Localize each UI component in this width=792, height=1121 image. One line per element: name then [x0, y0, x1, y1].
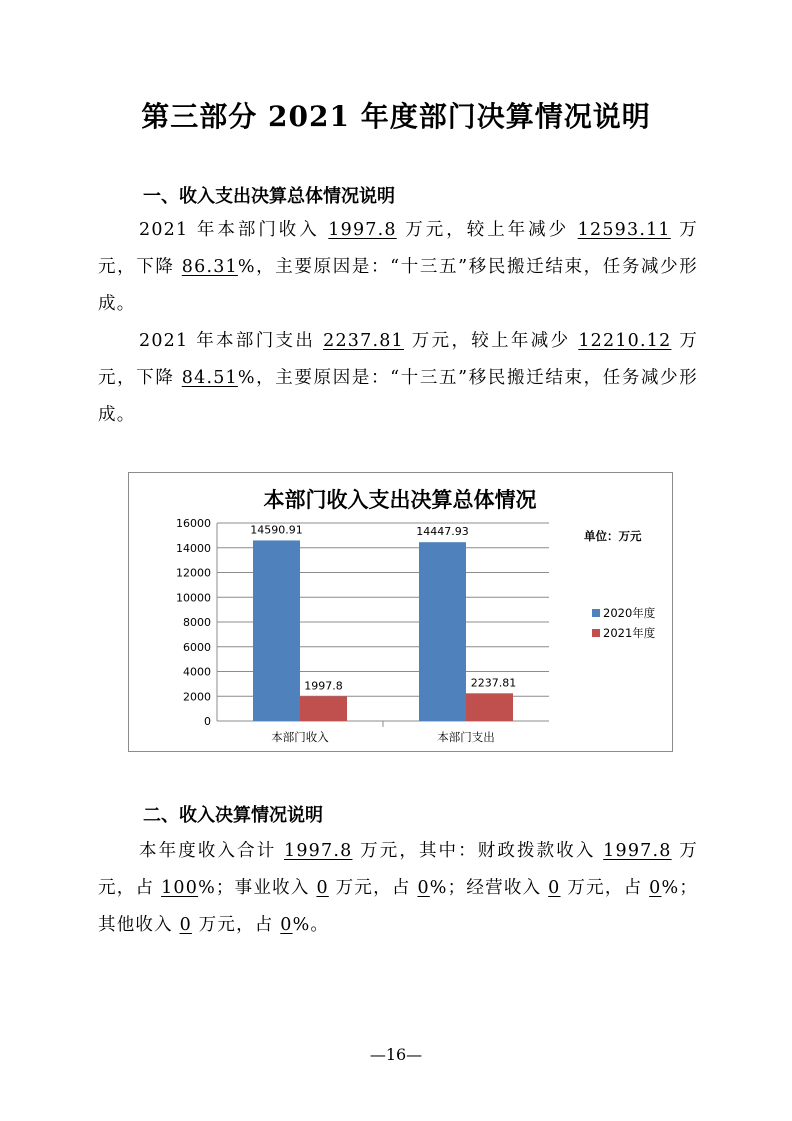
income-decrease-percent: 86.31	[181, 257, 238, 277]
bar-2021-expense	[466, 693, 513, 721]
section-2-heading: 二、收入决算情况说明	[143, 805, 323, 826]
section-2-paragraph: 本年度收入合计 1997.8 万元，其中：财政拨款收入 1997.8 万元，占 100%；事业收入 0 万元，占 0%；经营收入 0 万元，占 0%；其他收入 0 万元，占 0%。	[98, 841, 699, 935]
legend-label: 2021年度	[603, 626, 656, 640]
x-category-label: 本部门收入	[271, 730, 329, 744]
bar-data-label: 1997.8	[304, 679, 343, 693]
y-tick-label: 10000	[176, 591, 211, 605]
chart-unit-label: 单位：万元	[584, 529, 642, 543]
income-decrease-value: 12593.11	[577, 220, 671, 240]
chart-frame	[128, 472, 673, 752]
y-tick-label: 0	[204, 715, 211, 728]
page-title: 第三部分 2021 年度部门决算情况说明	[141, 100, 651, 133]
bar-data-label: 14447.93	[416, 525, 469, 539]
y-tick-label: 6000	[183, 640, 211, 654]
bar-2021-income	[300, 696, 347, 721]
expense-decrease-value: 12210.12	[578, 331, 672, 351]
legend-label: 2020年度	[603, 606, 656, 620]
y-tick-label: 2000	[183, 690, 211, 704]
expense-total-value: 2237.81	[323, 331, 404, 351]
y-tick-label: 8000	[183, 616, 211, 629]
section-1-paragraph-income: 2021 年本部门收入 1997.8 万元，较上年减少 12593.11 万元，下降 86.31%，主要原因是：“十三五”移民搬迁结束，任务减少形成。	[98, 220, 699, 314]
bar-data-label: 2237.81	[470, 676, 517, 690]
legend-swatch	[592, 629, 600, 637]
y-tick-label: 4000	[183, 665, 211, 679]
page-number: —16—	[369, 1045, 423, 1064]
bar-data-label: 14590.91	[250, 523, 303, 537]
bar-chart	[129, 473, 672, 751]
legend-swatch	[592, 609, 600, 617]
section-1-paragraph-expense: 2021 年本部门支出 2237.81 万元，较上年减少 12210.12 万元，下降 84.51%，主要原因是：“十三五”移民搬迁结束，任务减少形成。	[98, 331, 699, 425]
bar-2020-income	[253, 540, 300, 721]
x-category-label: 本部门支出	[437, 730, 495, 744]
chart-title: 本部门收入支出决算总体情况	[263, 488, 537, 512]
y-tick-label: 16000	[176, 517, 211, 530]
section-1-heading: 一、收入支出决算总体情况说明	[143, 186, 395, 207]
expense-decrease-percent: 84.51	[181, 368, 238, 388]
y-tick-label: 14000	[176, 541, 211, 555]
y-tick-label: 12000	[176, 566, 211, 580]
income-total-value: 1997.8	[328, 220, 397, 240]
bar-2020-expense	[419, 542, 466, 721]
